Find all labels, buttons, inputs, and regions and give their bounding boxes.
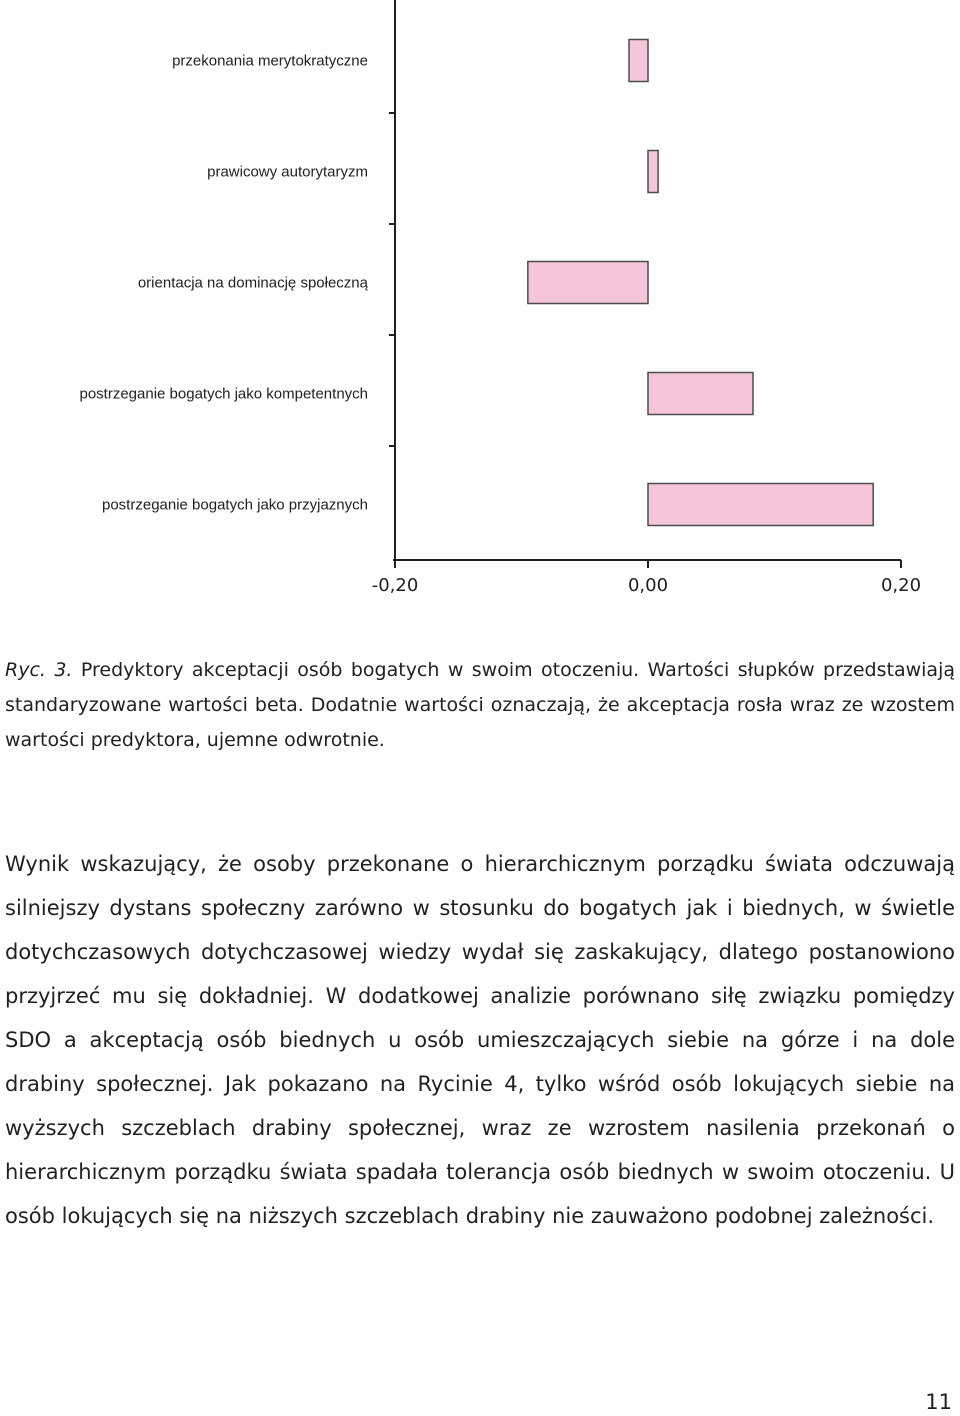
bar [528, 262, 648, 304]
category-label: orientacja na dominację społeczną [137, 274, 368, 292]
value-tick-label: -0,20 [371, 575, 419, 596]
page-number: 11 [925, 1390, 952, 1414]
category-label: przekonania merytokratyczne [172, 52, 368, 70]
value-tick-label: 0,20 [880, 575, 922, 596]
category-label: postrzeganie bogatych jako przyjaznych [102, 496, 368, 514]
bar [629, 40, 648, 82]
predictor-bar-chart [0, 0, 960, 610]
figure-caption-text: Predyktory akceptacji osób bogatych w swoim otoczeniu. Wartości słupków przedstawiają standaryzowane wartości beta. Dodatnie wartości oznaczają, że akceptacja rosła wraz ze wzostem wartości predyktora, ujemne odwrotnie. [5, 659, 955, 751]
figure-label: Ryc. 3. [5, 659, 73, 681]
bar [648, 373, 753, 415]
body-paragraph: Wynik wskazujący, że osoby przekonane o hierarchicznym porządku świata odczuwają silniejszy dystans społeczny zarówno w stosunku do bogatych jak i biednych, w świetle dotychczasowych dotychczasowej wiedzy wydał się zaskakujący, dlatego postanowiono przyjrzeć mu się dokładniej. W dodatkowej analizie porównano siłę związku pomiędzy SDO a akceptacją osób biednych u osób umieszczających siebie na górze i na dole drabiny społecznej. Jak pokazano na Rycinie 4, tylko wśród osób lokujących siebie na wyższych szczeblach drabiny społecznej, wraz ze wzrostem nasilenia przekonań o hierarchicznym porządku świata spadała tolerancja osób biednych w swoim otoczeniu. U osób lokujących się na niższych szczeblach drabiny nie zauważono podobnej zależności. [5, 852, 955, 1228]
value-tick-label: 0,00 [627, 575, 669, 596]
bar [648, 151, 658, 193]
bar [648, 484, 873, 526]
category-label: postrzeganie bogatych jako kompetentnych [79, 385, 368, 403]
figure-caption [5, 653, 955, 758]
category-label: prawicowy autorytaryzm [207, 163, 368, 181]
